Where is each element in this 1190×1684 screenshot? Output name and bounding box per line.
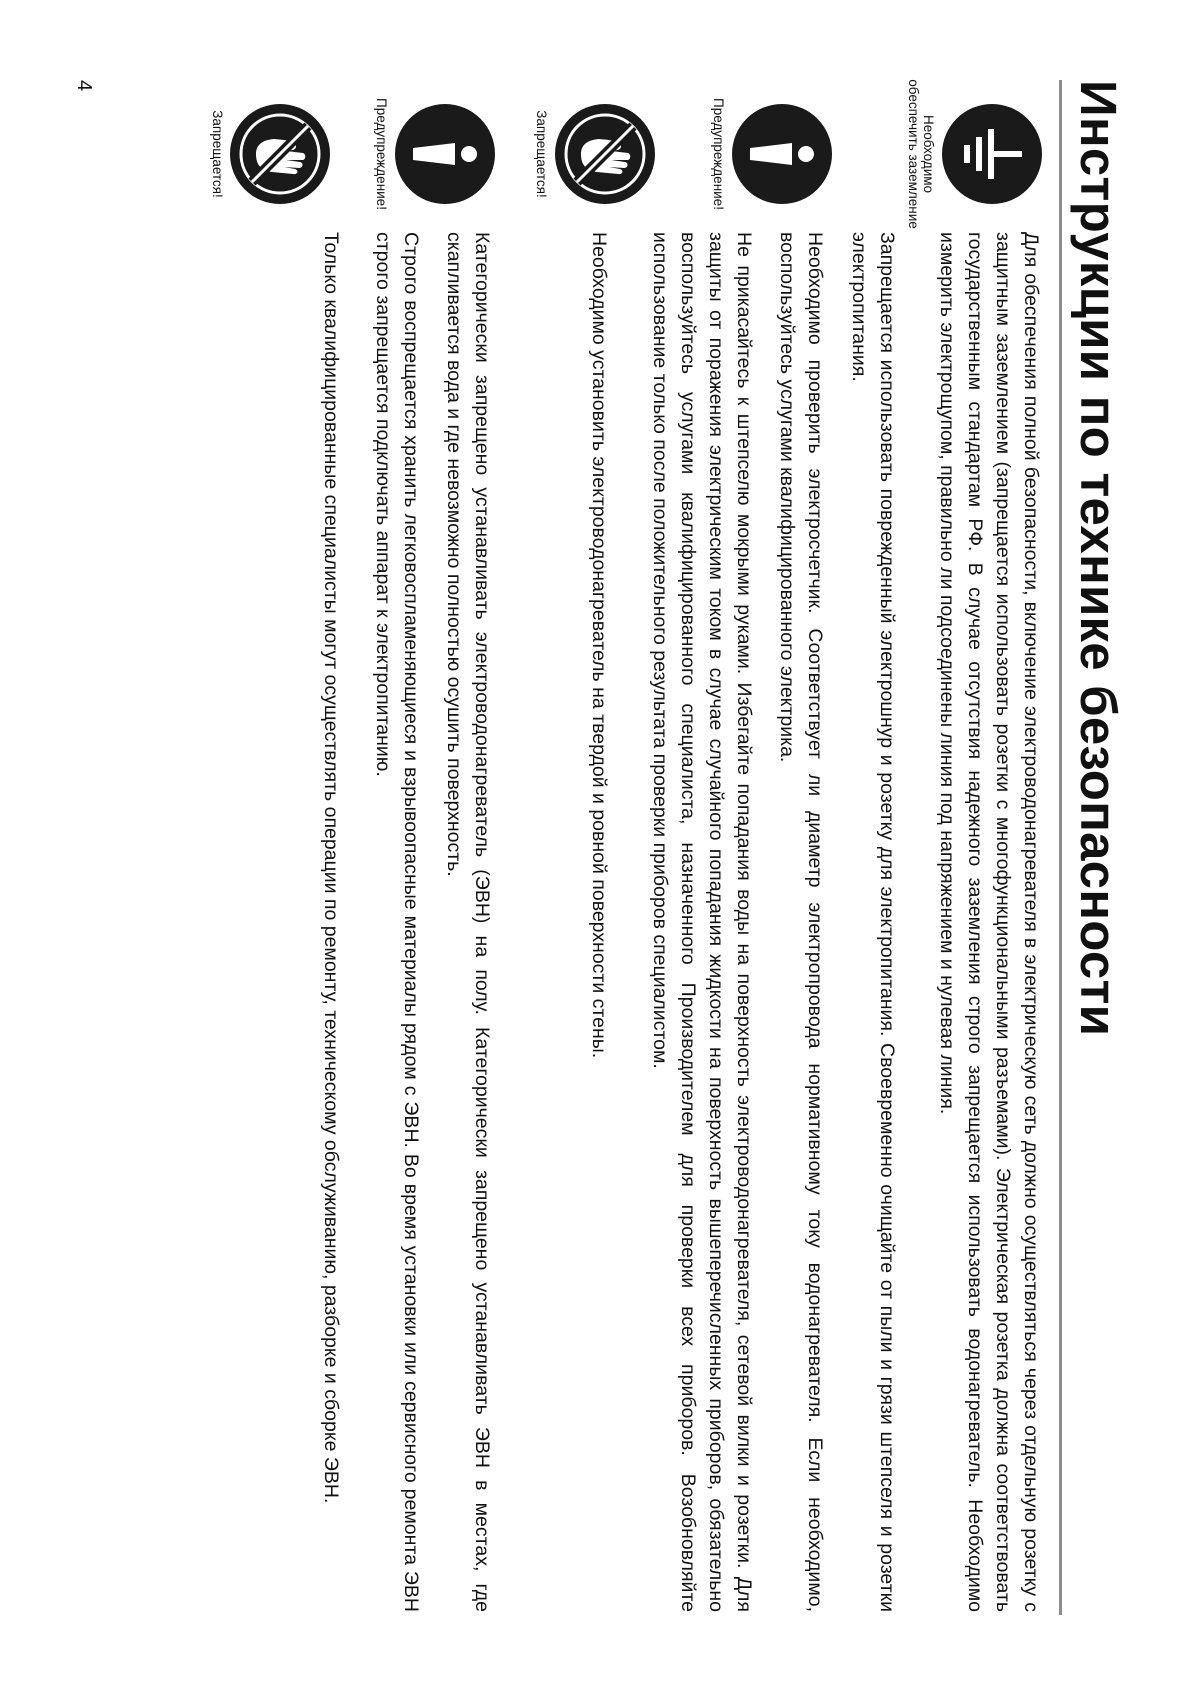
warning-icon	[732, 104, 832, 204]
paragraph-wet-hands: Не прикасайтесь к штепселю мокрыми руками. Избегайте попадания воды на поверхность электроводонагревателя, сетевой вилки и розетки. Для защиты от поражения электрическим током в случае случайного попадания жидкости на поверхность вышеперечисленных приборов, обязательно воспользуйтесь услугами квалифицированного специалиста, назначенного Производителем для проверки всех приборов. Возобновляйте использование только после положительного результата проверки приборов специалистом.	[649, 232, 755, 1612]
grounding-icon	[942, 104, 1042, 204]
paragraph-floor-install: Категорически запрещено устанавливать электроводонагреватель (ЭВН) на полу. Категорически запрещено устанавливать ЭВН в местах, где скапливается вода и где невозможно полностью осушить поверхность.	[443, 232, 493, 1612]
warning-icon	[395, 104, 495, 204]
paragraph-damaged-cord: Запрещается использовать поврежденный электрошнур и розетку для электропитания. Своевременно очищайте от пыли и грязи штепселя и розетки электропитания.	[848, 232, 898, 1612]
title-rule	[1059, 80, 1062, 1615]
page-title: Инструкции по технике безопасности	[1070, 80, 1127, 1037]
paragraph-wall-mounting: Необходимо установить электроводонагреватель на твердой и ровной поверхности стены.	[588, 232, 610, 1059]
paragraph-qualified-repair: Только квалифицированные специалисты могут осуществлять операции по ремонту, техническому обслуживанию, разборке и сборке ЭВН.	[320, 232, 342, 1504]
page-number: 4	[73, 80, 95, 92]
warning-caption: Предупреждение!	[374, 98, 389, 210]
paragraph-meter-check: Необходимо проверить электросчетчик. Соответствует ли диаметр электропровода нормативному току водонагревателя. Если необходимо, воспользуйтесь услугами квалифицированного электрика.	[776, 232, 826, 1612]
paragraph-grounding: Для обеспечения полной безопасности, включение электроводонагревателя в электрическую сеть должно осуществляться через отдельную розетку с защитным заземлением (запрещается использовать розетки с многофункциональными разъемами). Электрическая розетка должна соответствовать государственным стандартам РФ. В случае отсутствия надежного заземления строго запрещается использовать водонагреватель. Необходимо измерить электрощупом, правильно ли подсоединены линия под напряжением и нулевая линия.	[936, 232, 1042, 1612]
warning-caption: Предупреждение!	[711, 98, 726, 210]
paragraph-flammable: Строго воспрещается хранить легковоспламеняющиеся и взрывоопасные материалы рядом с ЭВН. Во время установки или сервисного ремонта ЭВН строго запрещается подключать аппарат к электропитанию.	[372, 232, 422, 1612]
forbidden-caption: Запрещается!	[534, 110, 549, 198]
forbidden-hand-icon	[230, 104, 330, 204]
forbidden-caption: Запрещается!	[210, 110, 225, 198]
grounding-caption: Необходимо обеспечить заземление	[906, 79, 936, 229]
forbidden-hand-icon	[555, 104, 655, 204]
